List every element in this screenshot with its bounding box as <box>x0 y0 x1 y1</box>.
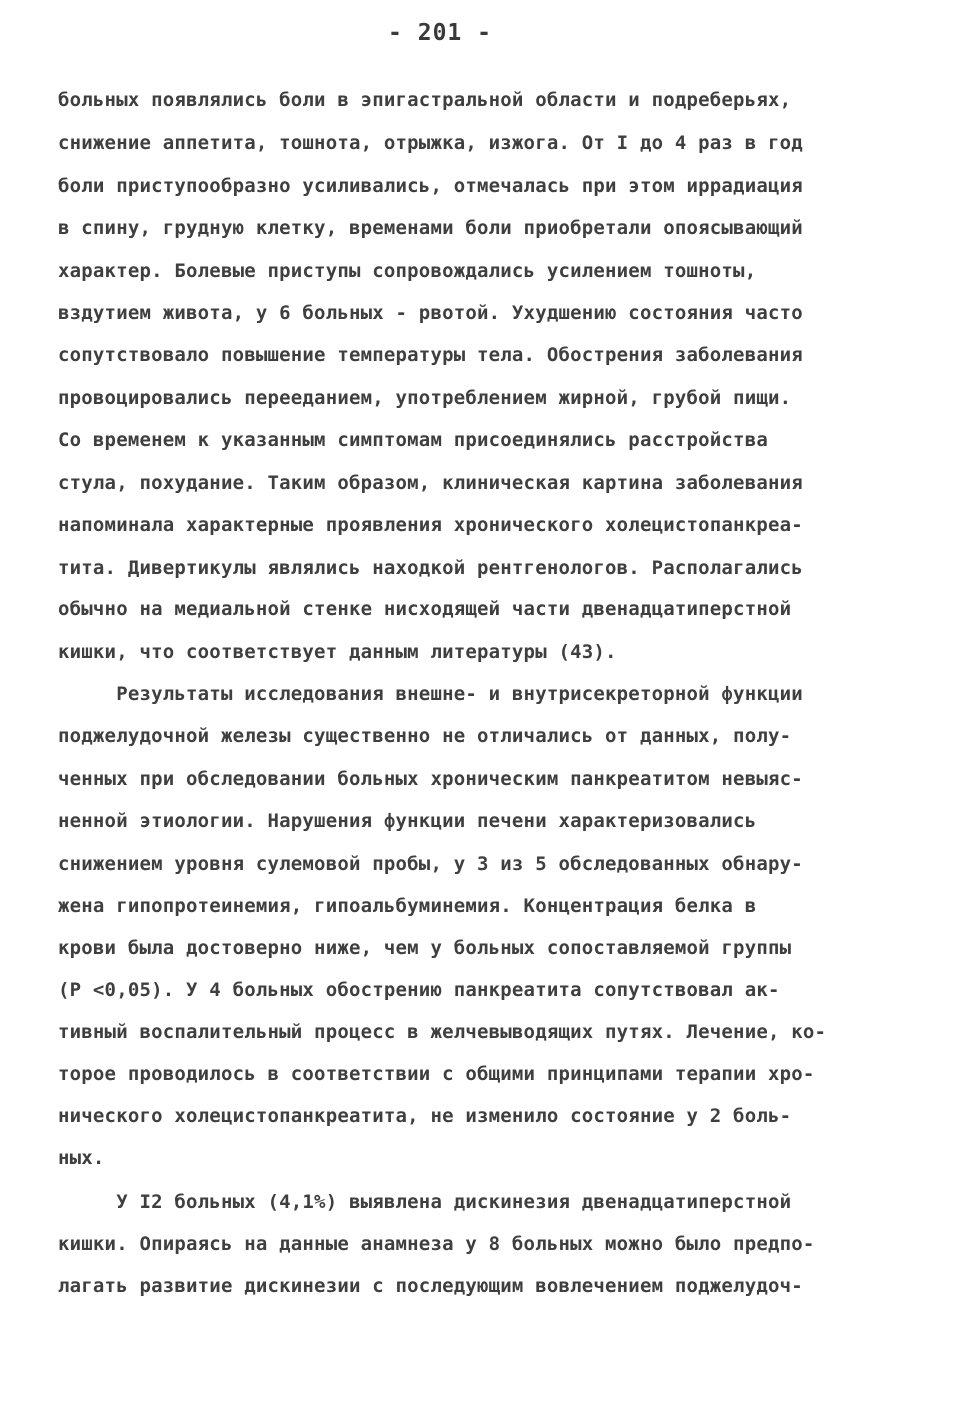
text-line: характер. Болевые приступы сопровождались усилением тошноты, <box>58 260 757 282</box>
text-line: тита. Дивертикулы являлись находкой рентгенологов. Располагались <box>58 557 803 579</box>
text-line: обычно на медиальной стенке нисходящей части двенадцатиперстной <box>58 598 792 620</box>
text-line: ных. <box>58 1147 105 1169</box>
text-line: (P <0,05). У 4 больных обострению панкреатита сопутствовал ак- <box>58 979 780 1001</box>
text-line: Со временем к указанным симптомам присоединялись расстройства <box>58 429 768 451</box>
text-line: снижением уровня сулемовой пробы, у 3 из 5 обследованных обнару- <box>58 853 803 875</box>
text-line: лагать развитие дискинезии с последующим вовлечением поджелудоч- <box>58 1275 803 1297</box>
text-line: вздутием живота, у 6 больных - рвотой. Ухудшению состояния часто <box>58 302 803 324</box>
text-line: в спину, грудную клетку, временами боли приобретали опоясывающий <box>58 217 803 239</box>
text-line: ненной этиологии. Нарушения функции печени характеризовались <box>58 810 757 832</box>
text-line: боли приступообразно усиливались, отмечалась при этом иррадиация <box>58 175 803 197</box>
text-line: жена гипопротеинемия, гипоальбуминемия. Концентрация белка в <box>58 895 757 917</box>
text-line: крови была достоверно ниже, чем у больных сопоставляемой группы <box>58 937 792 959</box>
text-line: тивный воспалительный процесс в желчевыводящих путях. Лечение, ко- <box>58 1021 827 1043</box>
text-line: больных появлялись боли в эпигастральной области и подреберьях, <box>58 89 792 111</box>
page-number: - 201 - <box>388 20 492 46</box>
text-line: стула, похудание. Таким образом, клиническая картина заболевания <box>58 472 803 494</box>
text-line: снижение аппетита, тошнота, отрыжка, изжога. От I до 4 раз в год <box>58 132 803 154</box>
text-line: ченных при обследовании больных хроническим панкреатитом невыяс- <box>58 768 803 790</box>
text-line: поджелудочной железы существенно не отличались от данных, полу- <box>58 725 792 747</box>
text-line: торое проводилось в соответствии с общими принципами терапии хро- <box>58 1063 815 1085</box>
text-line: напоминала характерные проявления хронического холецистопанкреа- <box>58 514 803 536</box>
text-line: У I2 больных (4,1%) выявлена дискинезия двенадцатиперстной <box>58 1191 792 1213</box>
text-line: провоцировались перееданием, употреблением жирной, грубой пищи. <box>58 387 792 409</box>
text-line: нического холецистопанкреатита, не изменило состояние у 2 боль- <box>58 1105 792 1127</box>
text-line: кишки. Опираясь на данные анамнеза у 8 больных можно было предпо- <box>58 1233 815 1255</box>
text-line: сопутствовало повышение температуры тела. Обострения заболевания <box>58 344 803 366</box>
text-line: кишки, что соответствует данным литературы (43). <box>58 641 617 663</box>
text-line: Результаты исследования внешне- и внутрисекреторной функции <box>58 683 803 705</box>
